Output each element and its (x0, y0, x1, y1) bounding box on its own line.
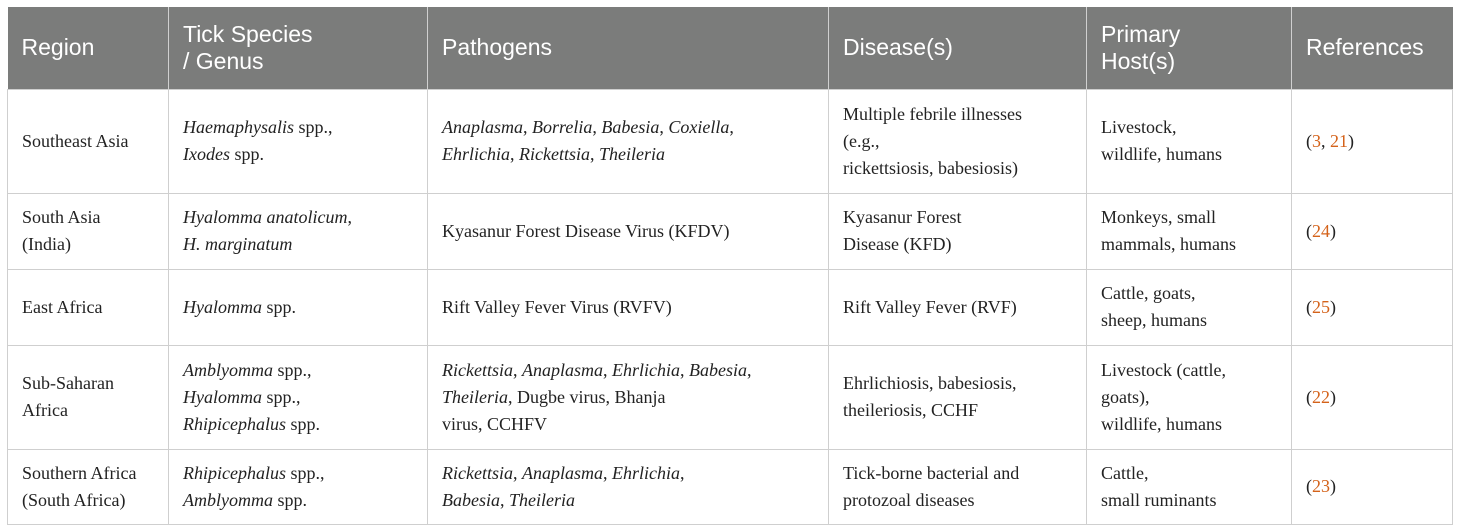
header-region: Region (8, 7, 169, 89)
cell-region: South Asia (India) (8, 193, 169, 269)
cell-disease: Ehrlichiosis, babesiosis, theileriosis, CCHF (829, 345, 1087, 449)
header-primary-hosts: Primary Host(s) (1087, 7, 1292, 89)
cell-host: Monkeys, small mammals, humans (1087, 193, 1292, 269)
table-row (8, 345, 1453, 449)
cell-pathogens: Rickettsia, Anaplasma, Ehrlichia, Babesia, Theileria (428, 449, 829, 524)
header-diseases: Disease(s) (829, 7, 1087, 89)
cell-pathogens: Kyasanur Forest Disease Virus (KFDV) (428, 193, 829, 269)
cell-disease: Tick-borne bacterial and protozoal diseases (829, 449, 1087, 524)
cell-tick: Haemaphysalis spp., Ixodes spp. (169, 89, 428, 193)
cell-pathogens: Anaplasma, Borrelia, Babesia, Coxiella, Ehrlichia, Rickettsia, Theileria (428, 89, 829, 193)
cell-pathogens: Rift Valley Fever Virus (RVFV) (428, 269, 829, 345)
cell-references: (24) (1292, 193, 1453, 269)
cell-tick: Amblyomma spp., Hyalomma spp., Rhipicephalus spp. (169, 345, 428, 449)
cell-host: Cattle, small ruminants (1087, 449, 1292, 524)
table-row (8, 89, 1453, 193)
cell-disease: Rift Valley Fever (RVF) (829, 269, 1087, 345)
cell-tick: Hyalomma anatolicum, H. marginatum (169, 193, 428, 269)
reference-link[interactable]: 22 (1312, 386, 1330, 407)
table-row (8, 449, 1453, 524)
cell-references: (25) (1292, 269, 1453, 345)
reference-link[interactable]: 3 (1312, 130, 1321, 151)
cell-references: (3, 21) (1292, 89, 1453, 193)
table-row (8, 269, 1453, 345)
cell-host: Livestock, wildlife, humans (1087, 89, 1292, 193)
cell-region: Southern Africa (South Africa) (8, 449, 169, 524)
cell-region: Sub-Saharan Africa (8, 345, 169, 449)
cell-pathogens: Rickettsia, Anaplasma, Ehrlichia, Babesia, Theileria, Dugbe virus, Bhanja virus, CCHFV (428, 345, 829, 449)
header-pathogens: Pathogens (428, 7, 829, 89)
cell-tick: Hyalomma spp. (169, 269, 428, 345)
cell-references: (23) (1292, 449, 1453, 524)
cell-disease: Kyasanur Forest Disease (KFD) (829, 193, 1087, 269)
cell-region: East Africa (8, 269, 169, 345)
reference-link[interactable]: 25 (1312, 296, 1330, 317)
tick-pathogen-table (7, 7, 1453, 525)
header-tick-species: Tick Species / Genus (169, 7, 428, 89)
cell-host: Livestock (cattle, goats), wildlife, humans (1087, 345, 1292, 449)
table-header (8, 7, 1453, 89)
reference-link[interactable]: 23 (1312, 476, 1330, 496)
cell-host: Cattle, goats, sheep, humans (1087, 269, 1292, 345)
cell-tick: Rhipicephalus spp., Amblyomma spp. (169, 449, 428, 524)
cell-references: (22) (1292, 345, 1453, 449)
cell-disease: Multiple febrile illnesses (e.g., rickettsiosis, babesiosis) (829, 89, 1087, 193)
reference-link[interactable]: 21 (1330, 130, 1348, 151)
cell-region: Southeast Asia (8, 89, 169, 193)
reference-link[interactable]: 24 (1312, 220, 1330, 241)
table-row (8, 193, 1453, 269)
header-references: References (1292, 7, 1453, 89)
